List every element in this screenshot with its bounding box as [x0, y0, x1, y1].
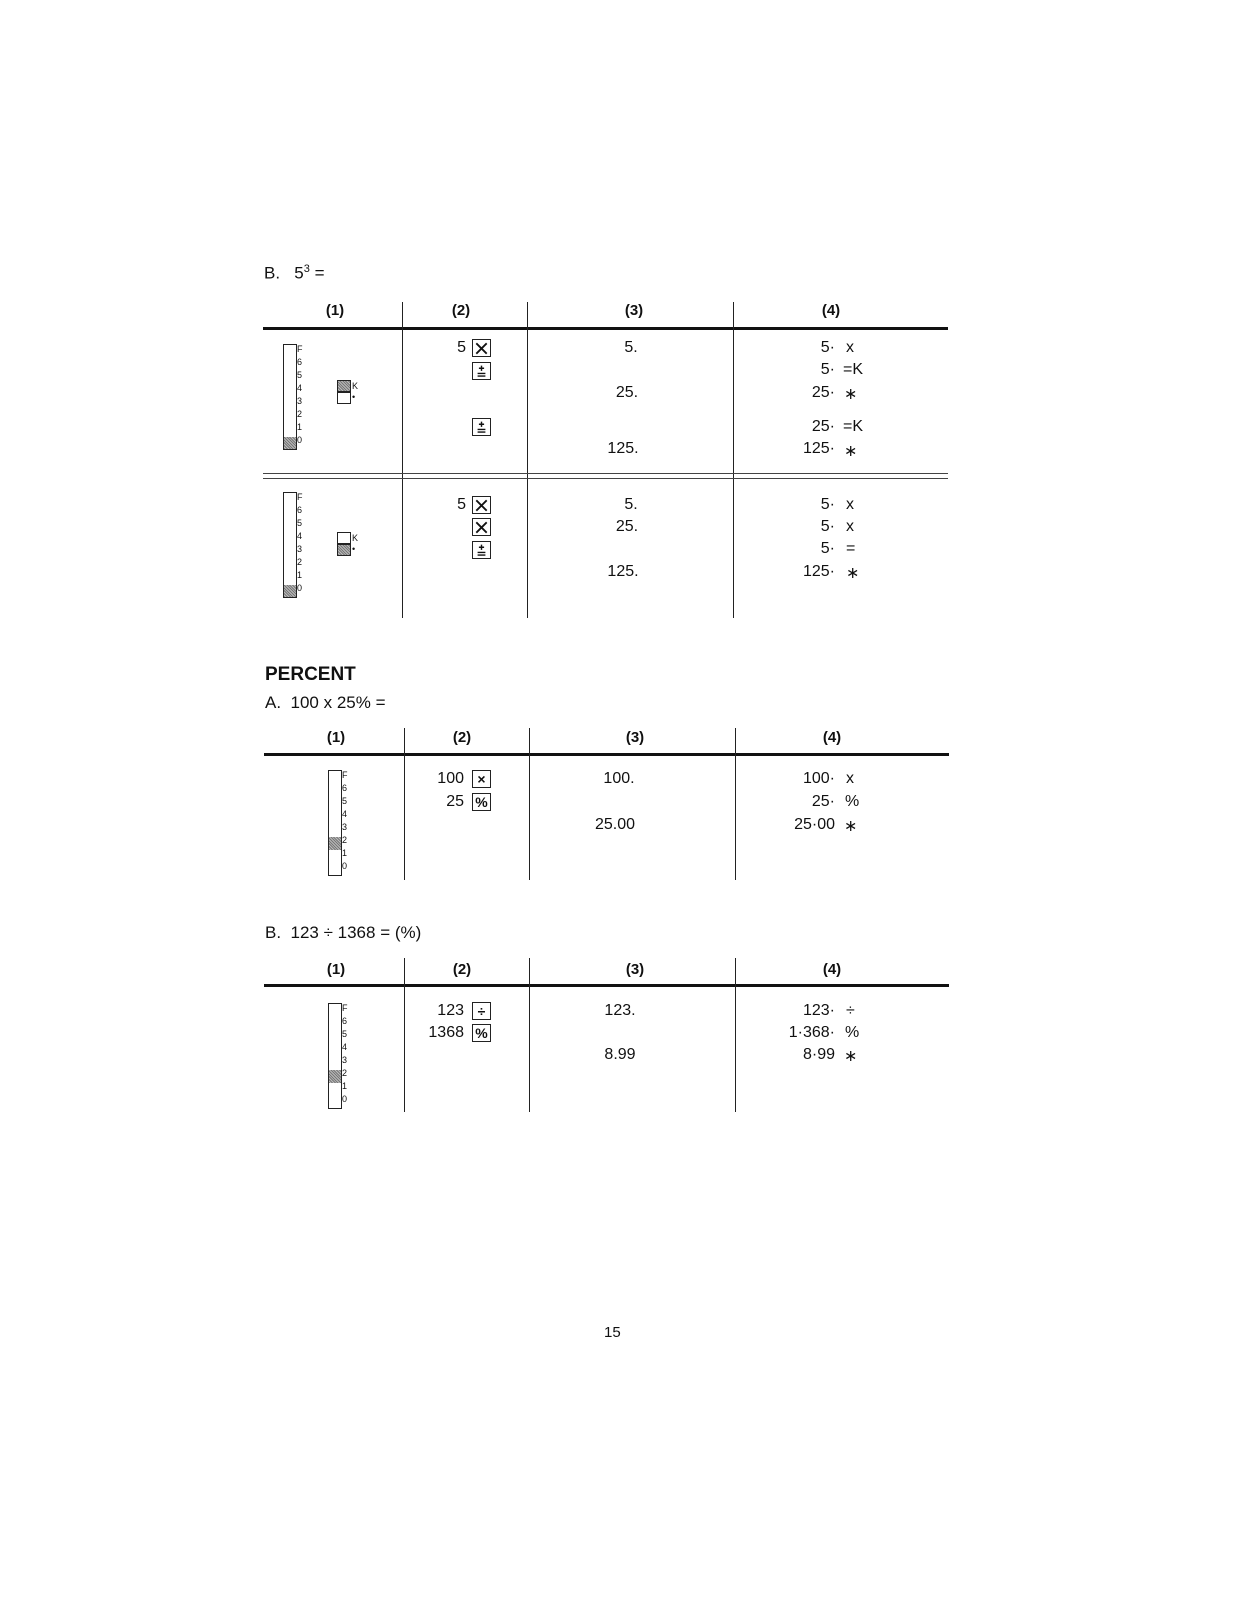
- multiply-key: [472, 339, 491, 357]
- switch-label: K: [352, 381, 359, 391]
- tick-label: 2: [297, 409, 303, 419]
- tape-value: 5·: [820, 518, 835, 535]
- tick-label: 3: [342, 1055, 348, 1065]
- col-divider: [404, 728, 405, 880]
- tape-symbol: =: [846, 540, 856, 557]
- display-value: 123.: [604, 1002, 636, 1019]
- tape-symbol: x: [846, 339, 854, 356]
- tape-value: 8·99: [802, 1046, 835, 1063]
- percent-b-title: B. 123 ÷ 1368 = (%): [265, 923, 422, 942]
- col-header-2: (2): [452, 729, 472, 746]
- tick-label: F: [297, 492, 303, 502]
- tape-value: 1·368·: [788, 1024, 835, 1041]
- tape-symbol: x: [846, 496, 854, 513]
- power-section-title: [264, 263, 325, 284]
- tape-value: 25·00: [794, 816, 835, 833]
- switch-label: •: [352, 392, 356, 402]
- tick-label: 2: [342, 1068, 348, 1078]
- tick-label: 5: [297, 518, 303, 528]
- tape-value: 25·: [811, 793, 835, 810]
- multiply-key: [472, 518, 491, 536]
- col-header-1: (1): [325, 302, 345, 319]
- tick-label: 4: [342, 1042, 348, 1052]
- col-divider: [529, 958, 530, 1112]
- col-header-4: (4): [821, 302, 841, 319]
- page-number: 15: [604, 1324, 621, 1341]
- tape-symbol: x: [846, 770, 854, 787]
- col-header-4: (4): [822, 961, 842, 978]
- col-header-1: (1): [326, 729, 346, 746]
- col-divider: [529, 728, 530, 880]
- tape-value: 125·: [802, 440, 835, 457]
- tick-label: 1: [297, 570, 303, 580]
- key-entry: 123: [437, 1002, 464, 1019]
- tape-value: 5·: [820, 496, 835, 513]
- col-divider: [735, 728, 736, 880]
- tick-label: 3: [342, 822, 348, 832]
- tick-label: 2: [297, 557, 303, 567]
- tick-label: 4: [297, 531, 303, 541]
- col-divider: [404, 958, 405, 1112]
- tick-label: 3: [297, 396, 303, 406]
- tick-label: 5: [342, 1029, 348, 1039]
- tape-value: 123·: [802, 1002, 835, 1019]
- tape-symbol: ∗: [844, 818, 858, 835]
- tick-label: 0: [297, 435, 303, 445]
- double-rule-top: [263, 473, 948, 474]
- col-header-4: (4): [822, 729, 842, 746]
- display-value: 125.: [607, 440, 639, 457]
- tape-value: 5·: [820, 361, 835, 378]
- base: 5: [294, 263, 304, 283]
- display-value: 100.: [603, 770, 635, 787]
- col-header-2: (2): [451, 302, 471, 319]
- tape-symbol: ∗: [844, 386, 858, 403]
- section-label: B.: [264, 263, 281, 283]
- col-header-3: (3): [625, 961, 645, 978]
- col-header-3: (3): [624, 302, 644, 319]
- percent-heading: PERCENT: [265, 664, 356, 685]
- tape-symbol: ∗: [846, 565, 860, 582]
- tape-symbol: %: [845, 793, 860, 810]
- tick-label: 1: [342, 1081, 348, 1091]
- header-rule: [264, 984, 949, 987]
- tick-label: 0: [342, 1094, 348, 1104]
- tick-label: 3: [297, 544, 303, 554]
- tick-label: 6: [297, 505, 303, 515]
- col-header-3: (3): [625, 729, 645, 746]
- plus-minus-equals-key: [472, 362, 491, 380]
- tick-label: 1: [342, 848, 348, 858]
- key-entry: 100: [437, 770, 464, 787]
- tape-symbol: x: [846, 518, 854, 535]
- display-value: 8.99: [604, 1046, 636, 1063]
- tick-label: 4: [297, 383, 303, 393]
- tick-label: 6: [342, 783, 348, 793]
- percent-a-title: A. 100 x 25% =: [265, 693, 386, 712]
- tick-label: 6: [297, 357, 303, 367]
- exponent: 3: [303, 263, 310, 275]
- tape-value: 125·: [802, 563, 835, 580]
- tape-value: 25·: [811, 384, 835, 401]
- col-divider: [735, 958, 736, 1112]
- header-rule: [264, 753, 949, 756]
- tape-value: 5·: [820, 540, 835, 557]
- tick-label: 0: [297, 583, 303, 593]
- tick-label: 5: [342, 796, 348, 806]
- key-entry: 1368: [428, 1024, 464, 1041]
- tape-value: 25·: [811, 418, 835, 435]
- col-header-2: (2): [452, 961, 472, 978]
- display-value: 5.: [624, 339, 638, 356]
- equals-sign: =: [314, 263, 325, 283]
- key-entry: 5: [457, 496, 466, 513]
- tick-label: 6: [342, 1016, 348, 1026]
- plus-minus-equals-key: [472, 418, 491, 436]
- tape-symbol: =K: [843, 418, 864, 435]
- display-value: 25.: [615, 384, 639, 401]
- tick-label: F: [342, 1003, 348, 1013]
- tick-label: 1: [297, 422, 303, 432]
- percent-key: %: [472, 1024, 491, 1042]
- switch-label: •: [352, 544, 356, 554]
- tick-label: 0: [342, 861, 348, 871]
- tape-value: 5·: [820, 339, 835, 356]
- tick-label: 4: [342, 809, 348, 819]
- header-rule: [263, 327, 948, 330]
- display-value: 125.: [607, 563, 639, 580]
- key-entry: 5: [457, 339, 466, 356]
- multiply-key: ×: [472, 770, 491, 788]
- tape-symbol: ∗: [844, 1048, 858, 1065]
- display-value: 25.: [615, 518, 639, 535]
- col-divider: [527, 302, 528, 618]
- tick-label: 5: [297, 370, 303, 380]
- tape-symbol: =K: [843, 361, 864, 378]
- col-divider: [733, 302, 734, 618]
- double-rule-bottom: [263, 478, 948, 479]
- tick-label: F: [297, 344, 303, 354]
- multiply-key: [472, 496, 491, 514]
- display-value: 25.00: [594, 816, 636, 833]
- tape-symbol: %: [845, 1024, 860, 1041]
- tape-symbol: ÷: [846, 1002, 855, 1019]
- key-entry: 25: [446, 793, 464, 810]
- col-header-1: (1): [326, 961, 346, 978]
- tape-value: 100·: [802, 770, 835, 787]
- tick-label: F: [342, 770, 348, 780]
- tick-label: 2: [342, 835, 348, 845]
- tape-symbol: ∗: [844, 443, 858, 460]
- col-divider: [402, 302, 403, 618]
- switch-label: K: [352, 533, 359, 543]
- divide-key: ÷: [472, 1002, 491, 1020]
- percent-key: %: [472, 793, 491, 811]
- display-value: 5.: [624, 496, 638, 513]
- plus-minus-equals-key: [472, 541, 491, 559]
